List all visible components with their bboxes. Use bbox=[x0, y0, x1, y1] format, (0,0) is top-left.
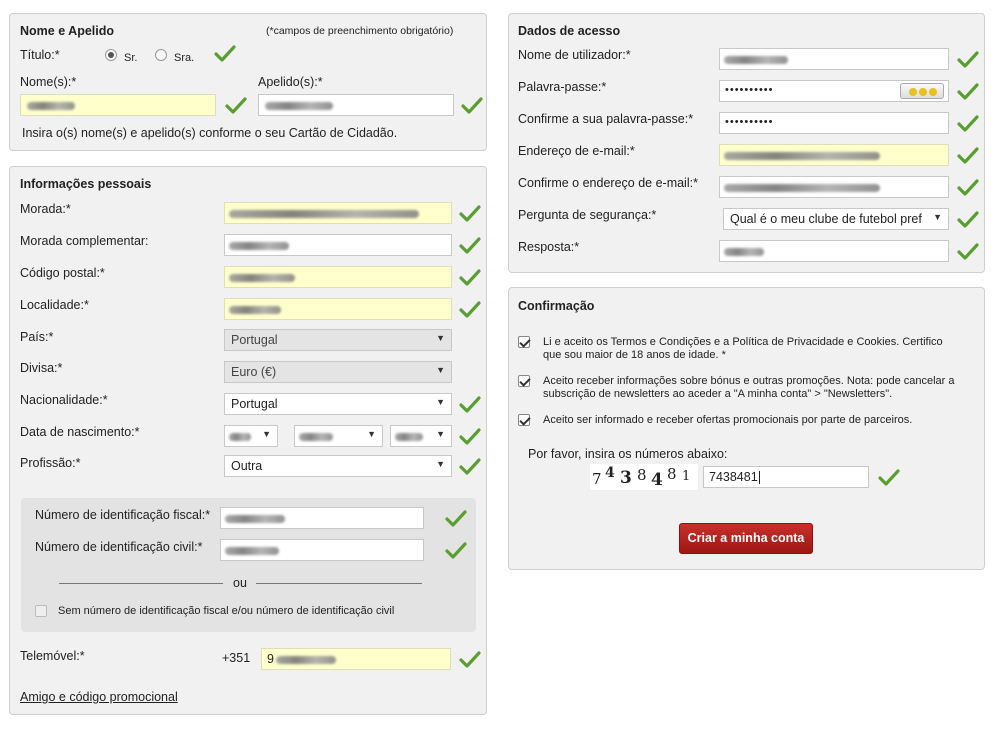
captcha-digit: 4 bbox=[605, 465, 615, 481]
captcha-digit: 8 bbox=[667, 465, 677, 483]
phone-value: 9 bbox=[267, 652, 274, 666]
name-hint: Insira o(s) nome(s) e apelido(s) conforme o seu Cartão de Cidadão. bbox=[22, 126, 398, 140]
divider-left bbox=[59, 583, 223, 584]
radio-sra-label: Sra. bbox=[174, 52, 195, 64]
address-check-icon bbox=[459, 204, 481, 226]
required-note: (*campos de preenchimento obrigatório) bbox=[266, 25, 454, 37]
question-check-icon bbox=[957, 210, 979, 232]
chevron-down-icon: ▼ bbox=[436, 429, 445, 439]
captcha-input[interactable] bbox=[703, 466, 869, 488]
phone-input[interactable] bbox=[261, 648, 451, 670]
nif-check-icon bbox=[445, 509, 467, 531]
currency-select[interactable] bbox=[224, 361, 452, 383]
chevron-down-icon: ▼ bbox=[262, 429, 271, 439]
password-check-icon bbox=[957, 82, 979, 104]
nationality-select[interactable] bbox=[224, 393, 452, 415]
answer-check-icon bbox=[957, 242, 979, 264]
divider-right bbox=[256, 583, 422, 584]
currency-label: Divisa:* bbox=[20, 361, 63, 375]
email-input[interactable] bbox=[719, 144, 949, 166]
profession-label: Profissão:* bbox=[20, 456, 81, 470]
currency-value: Euro (€) bbox=[231, 365, 277, 379]
birth-check-icon bbox=[459, 427, 481, 449]
city-input[interactable] bbox=[224, 298, 452, 320]
chevron-down-icon: ▼ bbox=[436, 333, 445, 343]
first-name-label: Nome(s):* bbox=[20, 75, 77, 89]
personal-panel-title: Informações pessoais bbox=[20, 177, 152, 191]
chevron-down-icon: ▼ bbox=[436, 459, 445, 469]
confirmation-panel-title: Confirmação bbox=[518, 299, 595, 313]
nationality-check-icon bbox=[459, 395, 481, 417]
answer-label: Resposta:* bbox=[518, 240, 580, 254]
terms-text-1: Li e aceito os Termos e Condições e a Política de Privacidade e Cookies. Certifico bbox=[543, 336, 943, 348]
first-name-check-icon bbox=[225, 96, 247, 118]
title-valid-check-icon bbox=[214, 44, 236, 66]
captcha-digit: 4 bbox=[651, 470, 663, 490]
no-id-label: Sem número de identificação fiscal e/ou número de identificação civil bbox=[58, 605, 395, 617]
address2-label: Morada complementar: bbox=[20, 234, 149, 248]
nif-input[interactable] bbox=[220, 507, 424, 529]
password-label: Palavra-passe:* bbox=[518, 80, 607, 94]
birth-month-select[interactable] bbox=[294, 425, 383, 447]
postal-check-icon bbox=[459, 268, 481, 290]
username-check-icon bbox=[957, 50, 979, 72]
last-name-input[interactable] bbox=[258, 94, 454, 116]
promo-link[interactable]: Amigo e código promocional bbox=[20, 690, 178, 704]
confirm-password-input[interactable] bbox=[719, 112, 949, 134]
country-select[interactable] bbox=[224, 329, 452, 351]
profession-check-icon bbox=[459, 457, 481, 479]
confirm-password-label: Confirme a sua palavra-passe:* bbox=[518, 112, 694, 126]
country-value: Portugal bbox=[231, 333, 278, 347]
birth-day-select[interactable] bbox=[224, 425, 278, 447]
email-check-icon bbox=[957, 146, 979, 168]
username-input[interactable] bbox=[719, 48, 949, 70]
chevron-down-icon: ▼ bbox=[436, 397, 445, 407]
postal-input[interactable] bbox=[224, 266, 452, 288]
first-name-input[interactable] bbox=[20, 94, 216, 116]
username-label: Nome de utilizador:* bbox=[518, 48, 631, 62]
captcha-digit: 8 bbox=[637, 466, 647, 484]
phone-check-icon bbox=[459, 650, 481, 672]
title-label: Título:* bbox=[20, 48, 60, 62]
radio-sra[interactable] bbox=[155, 49, 167, 61]
name-panel-title: Nome e Apelido bbox=[20, 24, 114, 38]
partners-text: Aceito ser informado e receber ofertas promocionais por parte de parceiros. bbox=[543, 414, 913, 426]
captcha-check-icon bbox=[878, 468, 900, 490]
captcha-prompt: Por favor, insira os números abaixo: bbox=[528, 447, 728, 461]
birth-year-select[interactable] bbox=[390, 425, 452, 447]
password-input[interactable] bbox=[719, 80, 949, 102]
captcha-digit: 3 bbox=[620, 468, 632, 488]
newsletter-text-1: Aceito receber informações sobre bónus e outras promoções. Nota: pode cancelar a bbox=[543, 375, 955, 387]
nationality-value: Portugal bbox=[231, 397, 278, 411]
civil-input[interactable] bbox=[220, 539, 424, 561]
captcha-digit: 7 bbox=[592, 470, 602, 488]
nif-label: Número de identificação fiscal:* bbox=[35, 508, 211, 522]
birth-label: Data de nascimento:* bbox=[20, 425, 140, 439]
chevron-down-icon: ▼ bbox=[367, 429, 376, 439]
confirm-email-label: Confirme o endereço de e-mail:* bbox=[518, 176, 698, 190]
phone-prefix: +351 bbox=[222, 651, 251, 665]
country-label: País:* bbox=[20, 330, 54, 344]
radio-sr[interactable] bbox=[105, 49, 117, 61]
create-account-button[interactable]: Criar a minha conta bbox=[679, 523, 813, 554]
profession-value: Outra bbox=[231, 459, 263, 473]
or-text: ou bbox=[233, 576, 247, 590]
city-label: Localidade:* bbox=[20, 298, 89, 312]
partners-checkbox[interactable] bbox=[518, 414, 530, 426]
email-label: Endereço de e-mail:* bbox=[518, 144, 635, 158]
captcha-image bbox=[590, 464, 698, 490]
answer-input[interactable] bbox=[719, 240, 949, 262]
captcha-value: 7438481 bbox=[709, 470, 758, 484]
access-panel-title: Dados de acesso bbox=[518, 24, 621, 38]
city-check-icon bbox=[459, 300, 481, 322]
nationality-label: Nacionalidade:* bbox=[20, 393, 108, 407]
radio-sr-label: Sr. bbox=[124, 52, 138, 64]
address2-input[interactable] bbox=[224, 234, 452, 256]
confirm-password-value: •••••••••• bbox=[725, 116, 774, 128]
question-value: Qual é o meu clube de futebol pref bbox=[730, 212, 922, 226]
newsletter-text-2: subscrição de newsletters ao aceder a "A minha conta" > "Newsletters". bbox=[543, 388, 893, 400]
address2-check-icon bbox=[459, 236, 481, 258]
address-input[interactable] bbox=[224, 202, 452, 224]
civil-label: Número de identificação civil:* bbox=[35, 540, 203, 554]
phone-label: Telemóvel:* bbox=[20, 649, 85, 663]
address-label: Morada:* bbox=[20, 202, 71, 216]
newsletter-checkbox[interactable] bbox=[518, 375, 530, 387]
terms-text-2: que sou maior de 18 anos de idade. * bbox=[543, 349, 726, 361]
confirm-email-check-icon bbox=[957, 178, 979, 200]
no-id-checkbox[interactable] bbox=[35, 605, 47, 617]
password-strength-icon bbox=[900, 83, 944, 99]
terms-checkbox[interactable] bbox=[518, 336, 530, 348]
last-name-label: Apelido(s):* bbox=[258, 75, 323, 89]
password-value: •••••••••• bbox=[725, 84, 774, 96]
chevron-down-icon: ▼ bbox=[436, 365, 445, 375]
chevron-down-icon: ▼ bbox=[929, 212, 942, 222]
profession-select[interactable] bbox=[224, 455, 452, 477]
question-label: Pergunta de segurança:* bbox=[518, 208, 657, 222]
captcha-digit: 1 bbox=[682, 469, 691, 484]
question-select[interactable] bbox=[723, 208, 949, 230]
last-name-check-icon bbox=[461, 96, 483, 118]
postal-label: Código postal:* bbox=[20, 266, 105, 280]
confirm-email-input[interactable] bbox=[719, 176, 949, 198]
confirm-password-check-icon bbox=[957, 114, 979, 136]
civil-check-icon bbox=[445, 541, 467, 563]
